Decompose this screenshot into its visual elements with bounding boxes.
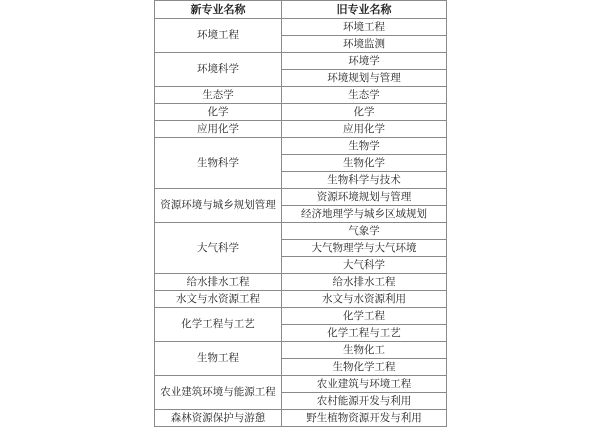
new-major-cell: 水文与水资源工程 (155, 291, 282, 308)
new-major-cell: 森林资源保护与游憩 (155, 410, 282, 427)
old-major-cell: 农村能源开发与利用 (282, 393, 447, 410)
old-major-cell: 生物学 (282, 138, 447, 155)
old-major-cell: 化学工程与工艺 (282, 325, 447, 342)
new-major-cell: 环境工程 (155, 19, 282, 53)
old-major-cell: 大气物理学与大气环境 (282, 240, 447, 257)
header-old-major: 旧专业名称 (282, 1, 447, 19)
old-major-cell: 农业建筑与环境工程 (282, 376, 447, 393)
table-row (155, 121, 447, 138)
table-row (155, 308, 447, 325)
table-body (155, 19, 447, 427)
old-major-cell: 环境规划与管理 (282, 70, 447, 87)
new-major-cell: 农业建筑环境与能源工程 (155, 376, 282, 410)
table-row (155, 53, 447, 70)
old-major-cell: 资源环境规划与管理 (282, 189, 447, 206)
table-row (155, 19, 447, 36)
new-major-cell: 环境科学 (155, 53, 282, 87)
old-major-cell: 环境监测 (282, 36, 447, 53)
old-major-cell: 生态学 (282, 87, 447, 104)
new-major-cell: 化学 (155, 104, 282, 121)
table-row (155, 274, 447, 291)
major-mapping-table (154, 0, 447, 427)
old-major-cell: 生物科学与技术 (282, 172, 447, 189)
old-major-cell: 水文与水资源利用 (282, 291, 447, 308)
old-major-cell: 生物化学工程 (282, 359, 447, 376)
old-major-cell: 给水排水工程 (282, 274, 447, 291)
old-major-cell: 野生植物资源开发与利用 (282, 410, 447, 427)
old-major-cell: 环境工程 (282, 19, 447, 36)
table-row (155, 189, 447, 206)
table-row (155, 104, 447, 121)
table-row (155, 342, 447, 359)
new-major-cell: 大气科学 (155, 223, 282, 274)
table-row (155, 223, 447, 240)
table-row (155, 376, 447, 393)
old-major-cell: 经济地理学与城乡区域规划 (282, 206, 447, 223)
old-major-cell: 生物化学 (282, 155, 447, 172)
table-header-row (155, 1, 447, 19)
new-major-cell: 化学工程与工艺 (155, 308, 282, 342)
old-major-cell: 应用化学 (282, 121, 447, 138)
old-major-cell: 化学 (282, 104, 447, 121)
new-major-cell: 生态学 (155, 87, 282, 104)
new-major-cell: 生物工程 (155, 342, 282, 376)
table-row (155, 138, 447, 155)
table-row (155, 87, 447, 104)
old-major-cell: 气象学 (282, 223, 447, 240)
new-major-cell: 生物科学 (155, 138, 282, 189)
old-major-cell: 大气科学 (282, 257, 447, 274)
table-row (155, 410, 447, 427)
header-new-major: 新专业名称 (155, 1, 282, 19)
old-major-cell: 生物化工 (282, 342, 447, 359)
old-major-cell: 化学工程 (282, 308, 447, 325)
table-row (155, 291, 447, 308)
new-major-cell: 应用化学 (155, 121, 282, 138)
old-major-cell: 环境学 (282, 53, 447, 70)
new-major-cell: 资源环境与城乡规划管理 (155, 189, 282, 223)
new-major-cell: 给水排水工程 (155, 274, 282, 291)
